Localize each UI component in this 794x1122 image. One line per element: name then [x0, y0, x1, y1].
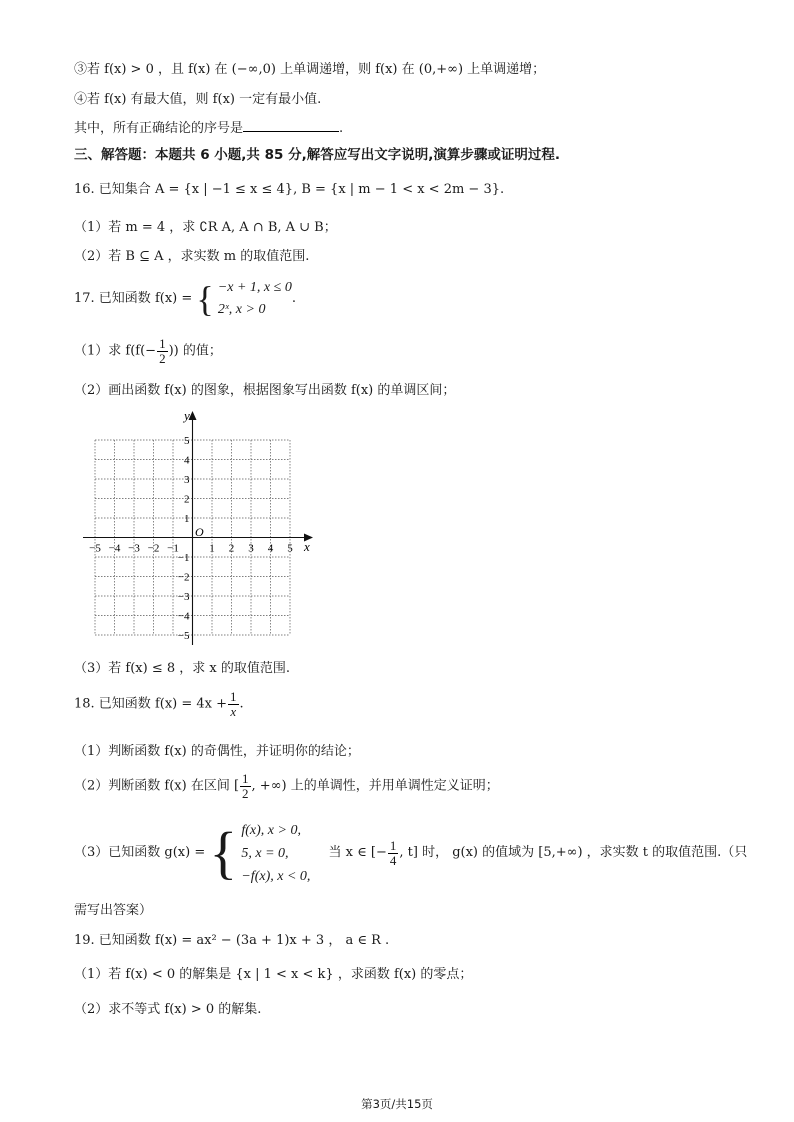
q18-part2-suffix: , +∞) 上的单调性，并用单调性定义证明；	[251, 778, 499, 794]
q18-stem: 18. 已知函数 f(x) = 4x + $\frac{1}{x}$ .	[74, 689, 244, 719]
y-tick-label: −2	[177, 571, 190, 584]
fill-blank-prompt: 其中，所有正确结论的序号是	[74, 121, 244, 136]
y-axis-label: y	[184, 408, 190, 423]
coordinate-grid	[80, 405, 320, 650]
q18-case-1: f(x), x > 0,	[241, 822, 301, 838]
q17-case-2: 2ˣ, x > 0	[217, 302, 266, 317]
y-tick-label: 1	[184, 513, 190, 525]
q19-part1: （1）若 f(x) < 0 的解集是 {x | 1 < x < k} ，求函数 f(x) 的零点；	[74, 967, 473, 982]
q16-stem: 16. 已知集合 A = {x | −1 ≤ x ≤ 4}, B = {x | m − 1 < x < 2m − 3}.	[74, 182, 505, 197]
q18-case-3: −f(x), x < 0,	[241, 868, 311, 884]
q17-part1-prefix: （1）求 f(f(−	[74, 343, 157, 359]
q18-part3-prefix: （3）已知函数 g(x) =	[74, 845, 206, 860]
x-tick-label: −3	[128, 542, 140, 555]
q18-part3-continued: 需写出答案）	[74, 903, 153, 918]
answer-blank[interactable]	[243, 118, 339, 132]
y-tick-label: −4	[177, 610, 190, 623]
q19-part2: （2）求不等式 f(x) > 0 的解集.	[74, 1002, 262, 1017]
q19-stem: 19. 已知函数 f(x) = ax² − (3a + 1)x + 3 ， a ∈ R .	[74, 933, 390, 948]
x-tick-label: 4	[267, 542, 274, 555]
statement-4: ④若 f(x) 有最大值，则 f(x) 一定有最小值.	[74, 92, 322, 107]
y-tick-label: 5	[184, 435, 190, 447]
q18-part3-suffix: , t] 时， g(x) 的值域为 [5,+∞) ，求实数 t 的取值范围.（只	[399, 845, 748, 860]
q17-part3: （3）若 f(x) ≤ 8 ，求 x 的取值范围.	[74, 661, 290, 676]
x-tick-label: 3	[248, 542, 254, 555]
x-tick-label: −4	[108, 542, 121, 555]
fill-blank-question: 其中，所有正确结论的序号是 .	[74, 118, 754, 139]
x-axis-label: x	[304, 539, 310, 554]
y-tick-label: 2	[184, 493, 190, 506]
x-tick-label: 1	[209, 542, 215, 555]
page-footer: 第3页/共15页	[361, 1097, 433, 1111]
y-tick-label: −1	[177, 552, 190, 564]
x-tick-label: −1	[167, 542, 179, 555]
q18-part2	[74, 772, 754, 808]
q18-fraction: $\frac{1}{x}$	[230, 689, 237, 719]
section-title: 三、解答题：本题共 6 小题,共 85 分,解答应写出文字说明,演算步骤或证明过程.	[74, 147, 560, 163]
q18-part3-mid: 当 x ∈ [−	[328, 845, 387, 860]
x-tick-labels	[89, 543, 293, 555]
q16-part1: （1）若 m = 4 ，求 ∁R A, A ∩ B, A ∪ B；	[74, 220, 337, 235]
q18-stem-text: 18. 已知函数 f(x) = 4x +	[74, 696, 228, 712]
q18-part3	[74, 818, 754, 890]
statement-3: ③若 f(x) > 0 ，且 f(x) 在 (−∞,0) 上单调递增，则 f(x) 在 (0,+∞) 上单调递增；	[74, 62, 546, 77]
y-tick-label: −5	[177, 630, 190, 642]
y-tick-label: 3	[184, 474, 190, 486]
q16-part2: （2）若 B ⊆ A ，求实数 m 的取值范围.	[74, 249, 310, 264]
q18-case-2: 5, x = 0,	[241, 845, 289, 861]
q17-part2: （2）画出函数 f(x) 的图象，根据图象写出函数 f(x) 的单调区间；	[74, 383, 456, 398]
q17-stem: 17. 已知函数 f(x) = { −x + 1, x ≤ 0 2ˣ, x > 0 .	[74, 279, 296, 319]
q18-part1: （1）判断函数 f(x) 的奇偶性，并证明你的结论；	[74, 744, 360, 759]
q17-cases	[218, 277, 292, 321]
q17-fraction: $\frac{1}{2}$	[159, 336, 166, 366]
q18-part2-prefix: （2）判断函数 f(x) 在区间 [	[74, 778, 240, 794]
q18-part3-fraction: $\frac{1}{4}$	[389, 837, 397, 868]
q17-part1	[74, 337, 754, 373]
q18-brace: {	[209, 820, 238, 885]
q17-case-1: −x + 1, x ≤ 0	[217, 280, 292, 295]
origin-label: O	[195, 525, 204, 539]
q17-brace: {	[196, 279, 214, 319]
x-tick-label: −2	[147, 542, 160, 555]
x-tick-label: 2	[228, 542, 235, 555]
q17-stem-text: 17. 已知函数 f(x) =	[74, 291, 193, 306]
y-tick-labels	[178, 435, 190, 642]
q18-cases	[241, 819, 310, 888]
q17-part1-suffix: )) 的值；	[168, 343, 222, 359]
x-tick-label: −5	[89, 542, 101, 555]
y-tick-label: −3	[177, 591, 190, 603]
y-tick-label: 4	[184, 454, 190, 467]
q18-part2-fraction: $\frac{1}{2}$	[242, 771, 249, 801]
x-tick-label: 5	[287, 542, 293, 555]
